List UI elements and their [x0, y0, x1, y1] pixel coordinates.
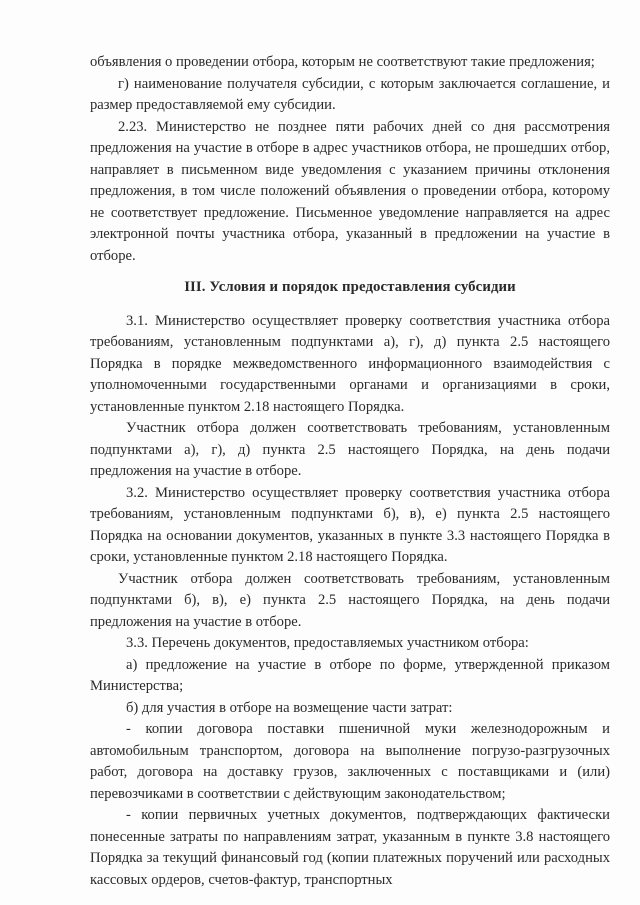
paragraph-3-2: 3.2. Министерство осуществляет проверку соответствия участника отбора требованиям, установленным подпунктами б), в), е) пункта 2.5 настоящего Порядка на основании документов, указанных в пункте 3.3 настоящего Порядка в сроки, установленные пунктом 2.18 настоящего Порядка.	[90, 484, 610, 565]
paragraph-2-23: 2.23. Министерство не позднее пяти рабочих дней со дня рассмотрения предложения на участие в отборе в адрес участников отбора, не прошедших отбор, направляет в письменном виде уведомления с указанием причины отклонения предложения, в том числе положений объявления о проведении отбора, которому не соответствует предложение. Письменное уведомление направляется на адрес электронной почты участника отбора, указанный в предложении на участие в отборе.	[90, 118, 610, 264]
section-heading: III. Условия и порядок предоставления субсидии	[184, 279, 516, 295]
document-body	[90, 52, 610, 891]
paragraph-3-3-b: б) для участия в отборе на возмещение части затрат:	[126, 699, 453, 716]
paragraph-item-g: г) наименование получателя субсидии, с которым заключается соглашение, и размер предоставляемой ему субсидии.	[90, 75, 610, 113]
paragraph-3-2-participant: Участник отбора должен соответствовать требованиям, установленным подпунктами б), в), е) пункта 2.5 настоящего Порядка, на день подачи предложения на участие в отборе.	[90, 570, 610, 630]
paragraph-3-3: 3.3. Перечень документов, предоставляемых участником отбора:	[126, 635, 529, 651]
list-item-primary-documents: - копии первичных учетных документов, подтверждающих фактически понесенные затраты по направлениям затрат, указанным в пункте 3.8 настоящего Порядка за текущий финансовый год (копии платежных поручений или расходных кассовых ордеров, счетов-фактур, транспортных	[90, 807, 610, 888]
list-item-contracts: - копии договора поставки пшеничной муки железнодорожным и автомобильным транспортом, договора на выполнение погрузо-разгрузочных работ, договора на доставку грузов, заключенных с поставщиками и (или) перевозчиками в соответствии с действующим законодательством;	[90, 721, 610, 802]
paragraph-3-1-participant: Участник отбора должен соответствовать требованиям, установленным подпунктами а), г), д) пункта 2.5 настоящего Порядка, на день подачи предложения на участие в отборе.	[90, 420, 610, 479]
paragraph-3-1: 3.1. Министерство осуществляет проверку соответствия участника отбора требованиям, установленным подпунктами а), г), д) пункта 2.5 настоящего Порядка в порядке межведомственного информационного взаимодействия с уполномоченными государственными органами и организациями в сроки, установленные пунктом 2.18 настоящего Порядка.	[90, 312, 610, 415]
paragraph-3-3-a: а) предложение на участие в отборе по форме, утвержденной приказом Министерства;	[90, 656, 610, 694]
paragraph-continuation: объявления о проведении отбора, которым не соответствуют такие предложения;	[90, 54, 595, 70]
